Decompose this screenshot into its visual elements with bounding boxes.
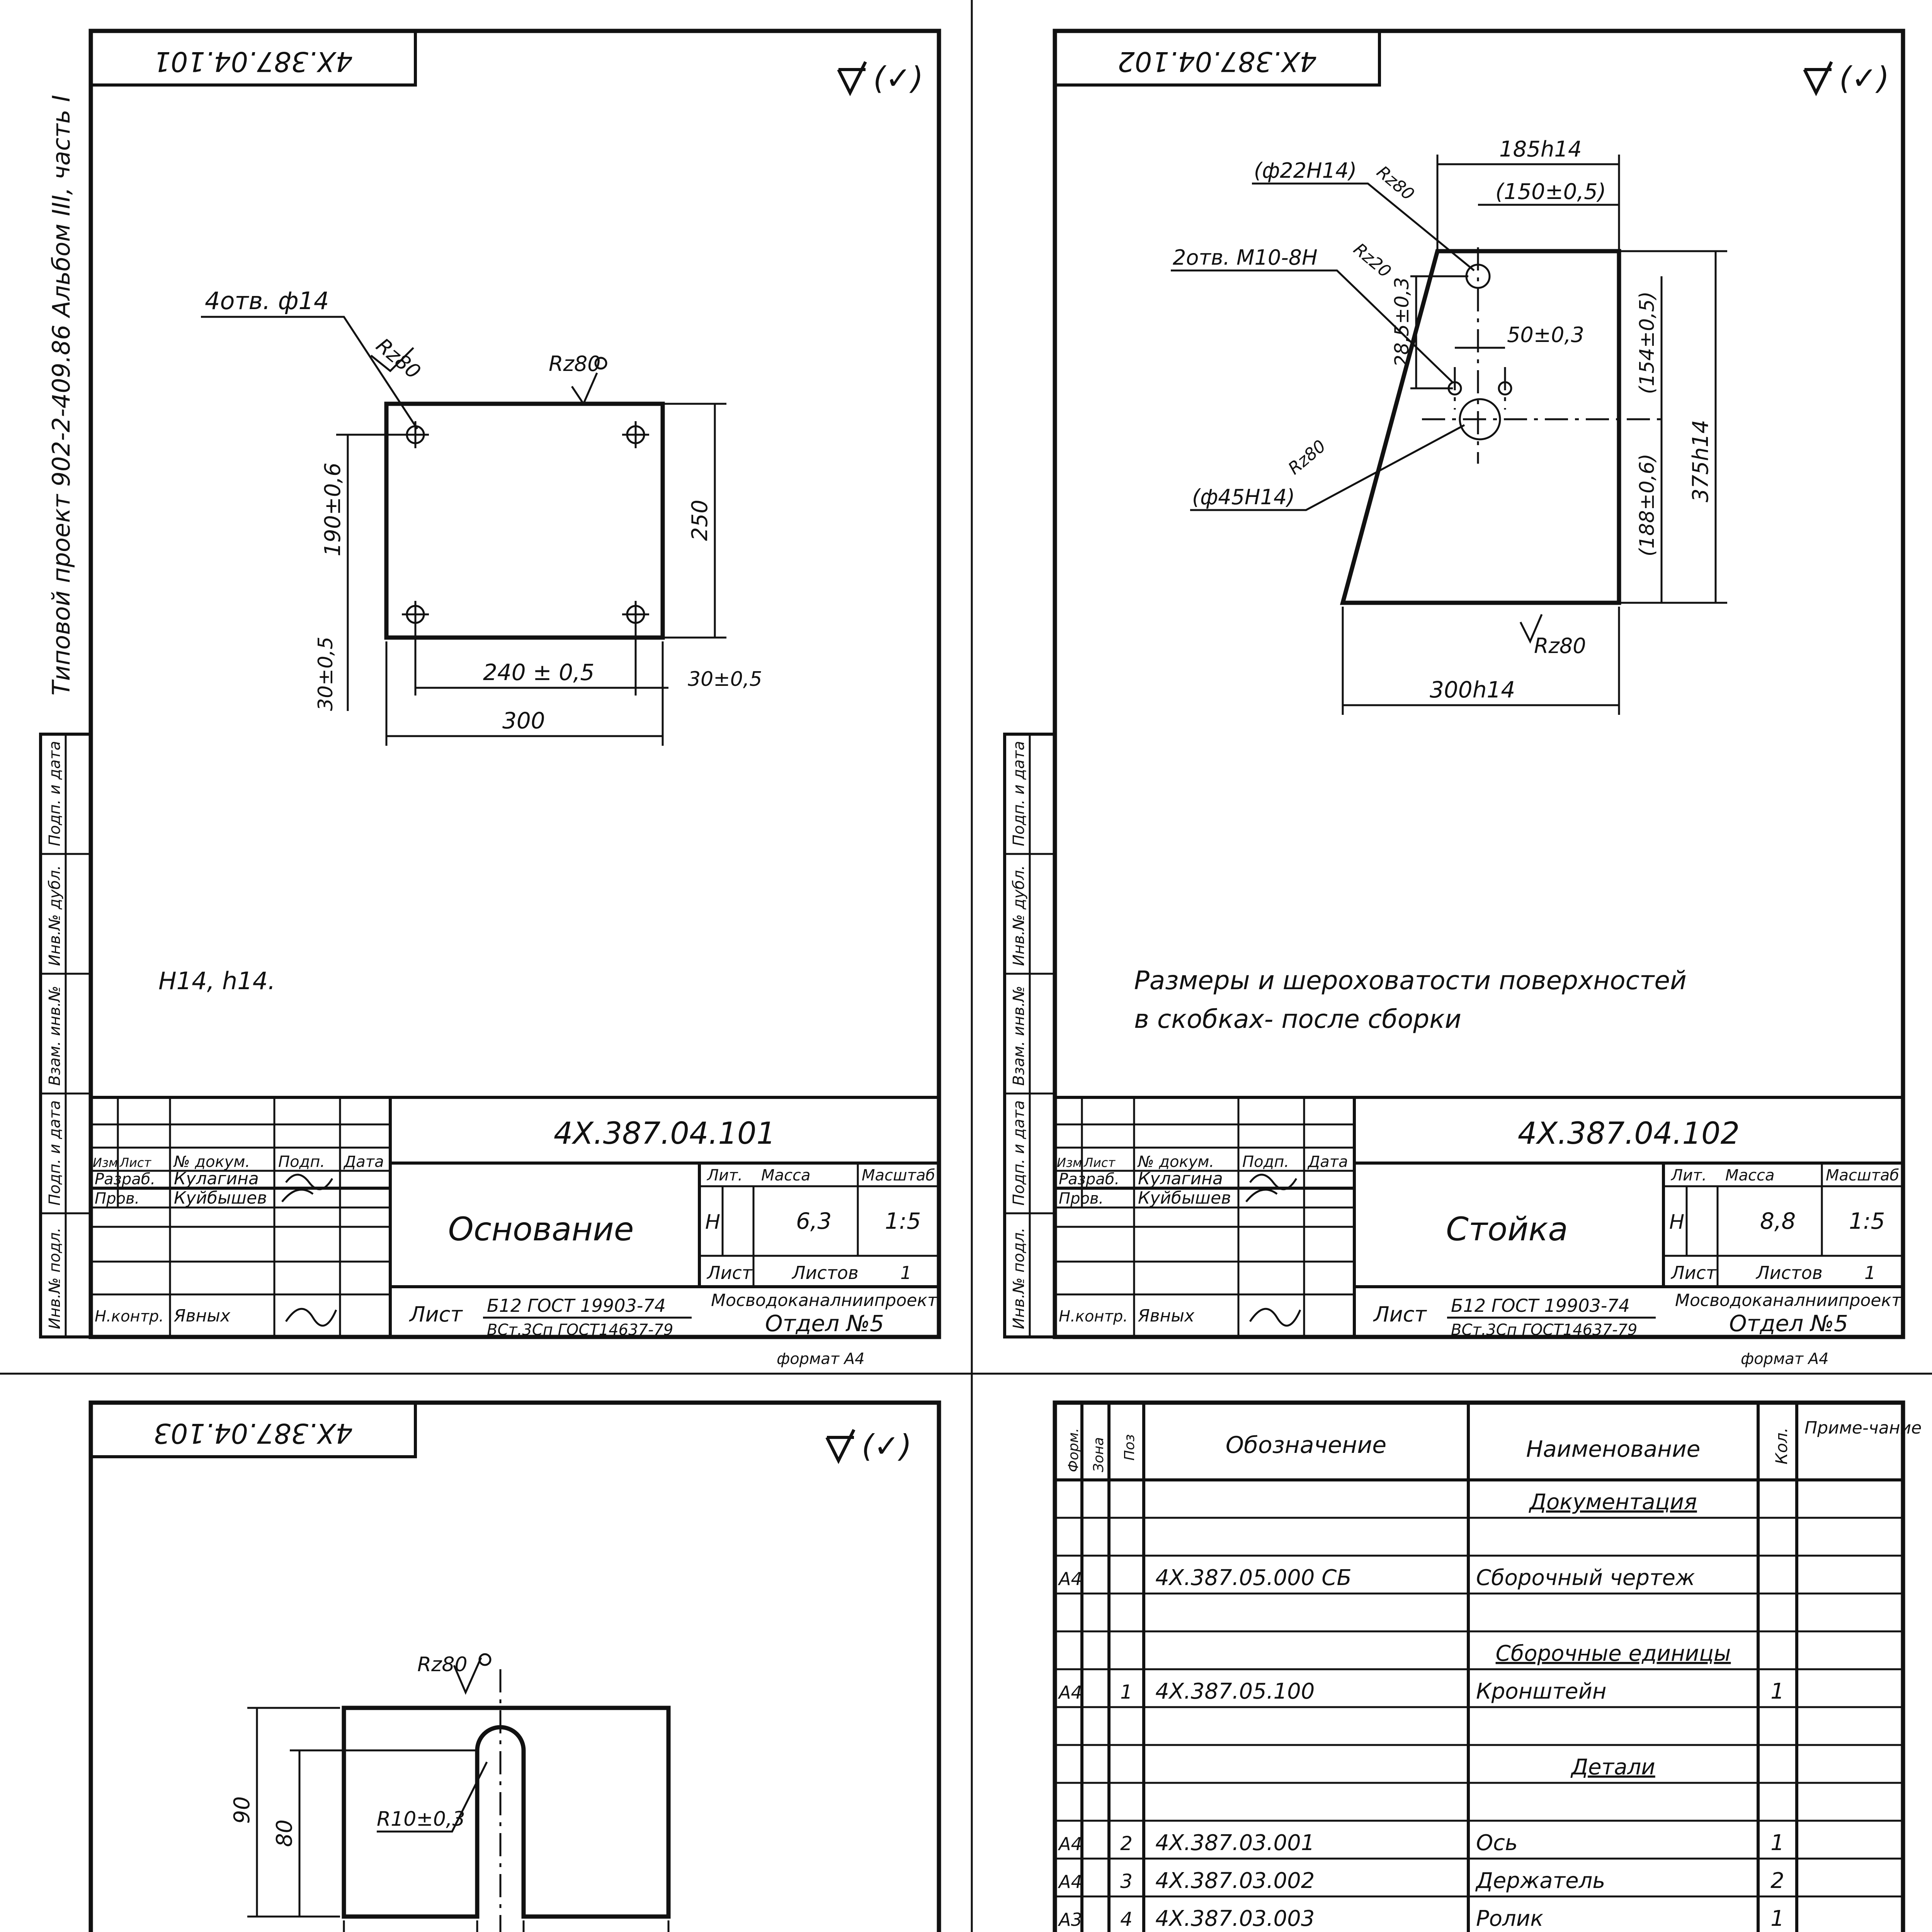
- mass: 8,8: [1760, 1208, 1796, 1234]
- svg-text:формат А4: формат А4: [777, 1350, 865, 1368]
- spec-qty-cell: 1: [1770, 1906, 1784, 1931]
- spec-row: [1058, 1565, 1695, 1590]
- scale: 1:5: [1849, 1208, 1885, 1234]
- spec-row: [1058, 1679, 1784, 1704]
- side-label: Инв.№ подл.: [46, 1227, 64, 1329]
- svg-text:Б12 ГОСТ 19903-74: Б12 ГОСТ 19903-74: [487, 1295, 666, 1316]
- svg-text:Инв.№ дубл.: Инв.№ дубл.: [1010, 865, 1028, 966]
- spec-name-cell: Ось: [1476, 1830, 1518, 1855]
- roughness-icon: [838, 62, 866, 93]
- sheet-103: [41, 1403, 939, 1932]
- svg-text:Мосводоканалниипроект: Мосводоканалниипроект: [711, 1291, 937, 1310]
- svg-text:Кулагина: Кулагина: [174, 1169, 259, 1189]
- svg-text:Разраб.: Разраб.: [1059, 1170, 1120, 1188]
- svg-text:Подп.: Подп.: [278, 1153, 325, 1171]
- spec-pos-cell: 1: [1120, 1681, 1133, 1703]
- sheet-103-frame: [91, 1403, 939, 1932]
- svg-text:Н: Н: [1669, 1211, 1685, 1234]
- dim-90: 90: [230, 1796, 255, 1824]
- spec-pos-cell: 3: [1120, 1870, 1133, 1893]
- spec-qty-cell: 2: [1770, 1868, 1784, 1893]
- svg-text:Дата: Дата: [344, 1153, 384, 1171]
- dim-250: 250: [687, 500, 713, 541]
- svg-text:Наименование: Наименование: [1526, 1436, 1701, 1462]
- dim-185: 185h14: [1499, 137, 1582, 162]
- project-note: Типовой проект 902-2-409.86 Альбом III, часть I: [47, 95, 75, 696]
- sheet-101-roughness: (✓): [873, 60, 923, 96]
- spec-designation-cell: 4Х.387.05.000 СБ: [1155, 1565, 1352, 1590]
- sheet-101: [41, 31, 939, 1368]
- svg-text:Кулагина: Кулагина: [1138, 1169, 1223, 1189]
- side-label: Инв.№ дубл.: [46, 865, 64, 966]
- svg-text:Взам. инв.№: Взам. инв.№: [1010, 986, 1028, 1086]
- svg-text:Разраб.: Разраб.: [95, 1170, 156, 1188]
- spec-format-cell: А3: [1059, 1909, 1082, 1930]
- dim-50: 50±0,3: [1507, 323, 1584, 347]
- svg-text:Б12 ГОСТ 19903-74: Б12 ГОСТ 19903-74: [1451, 1295, 1630, 1316]
- spec-format-cell: А4: [1059, 1568, 1082, 1589]
- svg-text:Мосводоканалниипроект: Мосводоканалниипроект: [1675, 1291, 1901, 1310]
- dim-30-vertical: 30±0,5: [314, 636, 337, 711]
- signature-marks: [282, 1175, 336, 1326]
- sheet-102-stamp-code: 4Х.387.04.102: [1117, 46, 1317, 77]
- roughness-icon: [827, 1430, 854, 1461]
- mounting-holes: [407, 426, 644, 623]
- spec-name-cell: Сборочный чертеж: [1476, 1565, 1695, 1590]
- svg-text:Лист: Лист: [1671, 1262, 1716, 1283]
- dim-holes: 4отв. ф14: [205, 287, 329, 315]
- dim-d22: (ф22Н14): [1254, 158, 1357, 183]
- sheet-102-roughness: (✓): [1839, 60, 1889, 96]
- spec-row: [1496, 1641, 1731, 1666]
- dim-80: 80: [272, 1819, 297, 1847]
- base-plate-outline: [386, 404, 663, 638]
- spec-name-cell: Кронштейн: [1476, 1679, 1607, 1704]
- svg-text:Подп.: Подп.: [1242, 1153, 1289, 1171]
- spec-pos-cell: 4: [1120, 1908, 1133, 1930]
- dim-300: 300: [502, 707, 545, 734]
- svg-text:Лист: Лист: [410, 1302, 463, 1327]
- sheet-103-stamp-code: 4Х.387.04.103: [153, 1417, 353, 1449]
- spec-row: [1058, 1906, 1784, 1931]
- note-line-1: Размеры и шероховатости поверхностей: [1134, 966, 1687, 995]
- svg-text:Лист: Лист: [707, 1262, 752, 1283]
- svg-text:Подп. и дата: Подп. и дата: [1010, 1100, 1028, 1206]
- spec-row: [1570, 1755, 1655, 1780]
- mass: 6,3: [796, 1208, 832, 1234]
- spec-pos-cell: 2: [1120, 1832, 1133, 1855]
- svg-text:ВСт.3Сп ГОСТ14637-79: ВСт.3Сп ГОСТ14637-79: [487, 1321, 673, 1339]
- dim-154: (154±0,5): [1636, 291, 1659, 394]
- spec-designation-cell: 4Х.387.03.003: [1155, 1906, 1315, 1931]
- side-label: Подп. и дата: [46, 741, 64, 846]
- svg-text:Лист: Лист: [1084, 1155, 1116, 1170]
- svg-text:Обозначение: Обозначение: [1225, 1432, 1387, 1459]
- svg-text:Куйбышев: Куйбышев: [174, 1188, 267, 1208]
- svg-text:Масштаб: Масштаб: [862, 1167, 935, 1184]
- specification-sheet: [1005, 1403, 1922, 1932]
- tolerance-note: Н14, h14.: [158, 967, 276, 995]
- spec-qty-cell: 1: [1770, 1679, 1784, 1704]
- svg-text:№ докум.: № докум.: [174, 1153, 250, 1171]
- dim-30-horizontal: 30±0,5: [688, 668, 762, 691]
- spec-qty-cell: 1: [1770, 1830, 1784, 1855]
- svg-text:формат А4: формат А4: [1741, 1350, 1829, 1368]
- dim-rz-bottom: Rz80: [1534, 634, 1586, 658]
- svg-text:Масштаб: Масштаб: [1826, 1167, 1900, 1184]
- svg-text:Изм: Изм: [93, 1155, 118, 1170]
- svg-text:Зона: Зона: [1091, 1437, 1107, 1472]
- spec-format-cell: А4: [1059, 1682, 1082, 1703]
- svg-text:Приме-чание: Приме-чание: [1804, 1418, 1922, 1438]
- svg-text:Подп. и дата: Подп. и дата: [1010, 741, 1028, 846]
- svg-text:Явных: Явных: [1138, 1306, 1195, 1326]
- dim-rz-hole: Rz80: [371, 333, 425, 384]
- sheet-102: [1005, 31, 1903, 1368]
- svg-text:Куйбышев: Куйбышев: [1138, 1188, 1231, 1208]
- note-line-2: в скобках- после сборки: [1134, 1004, 1461, 1034]
- svg-text:Н: Н: [705, 1211, 721, 1234]
- svg-text:Кол.: Кол.: [1772, 1427, 1791, 1464]
- svg-text:Отдел №5: Отдел №5: [765, 1310, 884, 1337]
- spec-row: [1528, 1490, 1697, 1515]
- spec-name-cell: Держатель: [1476, 1868, 1605, 1893]
- svg-text:Rz20: Rz20: [1349, 239, 1395, 282]
- svg-text:Отдел №5: Отдел №5: [1729, 1310, 1848, 1337]
- svg-text:Лит.: Лит.: [707, 1167, 743, 1184]
- dim-190: 190±0,6: [320, 463, 345, 556]
- title-code: 4Х.387.04.102: [1517, 1116, 1740, 1151]
- svg-text:Пров.: Пров.: [95, 1190, 140, 1208]
- side-label: Взам. инв.№: [46, 986, 64, 1086]
- svg-text:Rz80: Rz80: [1284, 436, 1330, 479]
- svg-text:Лист: Лист: [1374, 1302, 1427, 1327]
- spec-name-cell: Детали: [1571, 1755, 1655, 1780]
- svg-text:Явных: Явных: [174, 1306, 231, 1326]
- dim-rz-surface: Rz80: [549, 352, 601, 376]
- sheet-101-stamp-code: 4Х.387.04.101: [153, 46, 353, 77]
- spec-designation-cell: 4Х.387.03.001: [1155, 1830, 1315, 1855]
- dim-150: (150±0,5): [1495, 179, 1606, 204]
- part-name: Стойка: [1446, 1210, 1568, 1248]
- svg-text:Масса: Масса: [761, 1167, 811, 1184]
- dim-holes: 2отв. М10-8Н: [1173, 245, 1318, 270]
- scale: 1:5: [885, 1208, 921, 1234]
- sheet-103-roughness: (✓): [862, 1428, 912, 1464]
- dim-188: (188±0,6): [1636, 453, 1659, 556]
- dim-28: 28,5±0,3: [1391, 277, 1413, 367]
- svg-text:Rz80: Rz80: [1372, 162, 1418, 204]
- svg-text:1: 1: [1864, 1262, 1876, 1283]
- svg-text:Лист: Лист: [120, 1155, 151, 1170]
- svg-text:ВСт.3Сп ГОСТ14637-79: ВСт.3Сп ГОСТ14637-79: [1451, 1321, 1638, 1339]
- svg-text:Лит.: Лит.: [1671, 1167, 1707, 1184]
- hole-centerlines: [402, 421, 649, 628]
- svg-text:Изм: Изм: [1057, 1155, 1082, 1170]
- spec-name-cell: Сборочные единицы: [1495, 1641, 1731, 1666]
- spec-name-cell: Документация: [1529, 1490, 1697, 1515]
- part-name: Основание: [448, 1210, 634, 1248]
- spec-format-cell: А4: [1059, 1871, 1082, 1892]
- svg-text:Поз: Поз: [1122, 1434, 1138, 1461]
- spec-row: [1058, 1868, 1784, 1893]
- roughness-icon: [1804, 62, 1832, 93]
- spec-format-cell: А4: [1059, 1833, 1082, 1854]
- svg-text:Н.контр.: Н.контр.: [1059, 1308, 1128, 1325]
- svg-text:Дата: Дата: [1308, 1153, 1348, 1171]
- side-label: Подп. и дата: [46, 1100, 64, 1206]
- spec-designation-cell: 4Х.387.03.002: [1155, 1868, 1315, 1893]
- spec-row: [1058, 1830, 1784, 1855]
- svg-text:Инв.№ подл.: Инв.№ подл.: [1010, 1227, 1028, 1329]
- svg-text:Форм.: Форм.: [1066, 1428, 1082, 1472]
- stand-outline: [1343, 251, 1619, 603]
- dim-240: 240 ± 0,5: [483, 659, 595, 685]
- title-code: 4Х.387.04.101: [553, 1116, 776, 1151]
- signature-marks: [1246, 1175, 1300, 1326]
- dim-r10: R10±0,3: [377, 1808, 465, 1831]
- spec-name-cell: Ролик: [1476, 1906, 1544, 1931]
- spec-designation-cell: 4Х.387.05.100: [1155, 1679, 1315, 1704]
- svg-text:№ докум.: № докум.: [1138, 1153, 1214, 1171]
- dim-d45: (ф45Н14): [1192, 485, 1295, 509]
- svg-text:Листов: Листов: [792, 1262, 859, 1283]
- svg-text:Пров.: Пров.: [1059, 1190, 1104, 1208]
- dim-rz: Rz80: [417, 1653, 468, 1676]
- svg-text:Листов: Листов: [1756, 1262, 1823, 1283]
- svg-text:1: 1: [900, 1262, 912, 1283]
- dim-375: 375h14: [1688, 420, 1713, 502]
- svg-text:Н.контр.: Н.контр.: [95, 1308, 164, 1325]
- svg-text:Масса: Масса: [1725, 1167, 1775, 1184]
- dim-300: 300h14: [1430, 677, 1515, 703]
